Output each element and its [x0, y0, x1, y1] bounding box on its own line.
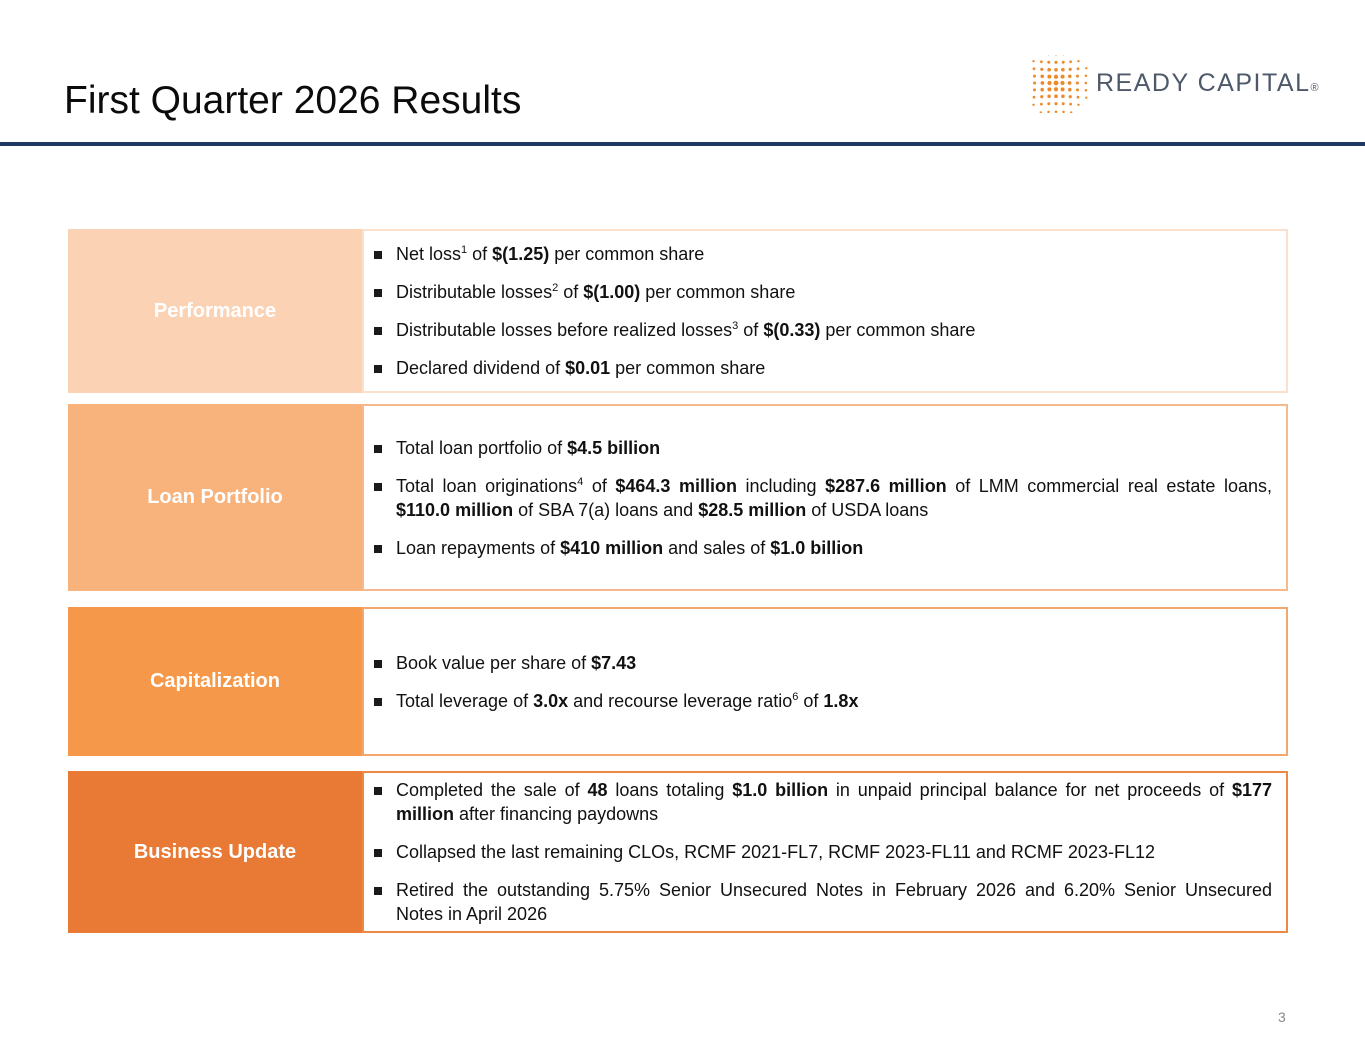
logo-dot	[1033, 81, 1036, 84]
logo-dot	[1041, 81, 1045, 85]
bullet-text: in unpaid principal balance for net proceeds of	[828, 780, 1232, 800]
bullet-item	[369, 536, 1272, 560]
bullet-text: of	[738, 320, 764, 340]
logo-dot	[1047, 61, 1050, 64]
bold-figure: $1.0 billion	[732, 780, 829, 800]
logo-dot	[1054, 75, 1058, 79]
business-update-content	[362, 771, 1288, 933]
loan-portfolio-content	[362, 404, 1288, 591]
bold-figure: $1.0 billion	[770, 537, 864, 558]
logo-dot	[1040, 111, 1042, 113]
bullet-text: per common share	[820, 320, 976, 340]
footnote-marker: 6	[792, 690, 799, 703]
business-update-bullet-list	[369, 778, 1272, 926]
logo-dot	[1062, 111, 1065, 113]
business-update-section	[68, 771, 1288, 933]
logo-dot	[1061, 87, 1065, 91]
bold-figure: $287.6 million	[825, 475, 947, 496]
logo-dot	[1069, 60, 1072, 63]
bullet-text: of	[558, 282, 584, 302]
loan-portfolio-label: Loan Portfolio	[68, 404, 362, 591]
performance-content	[362, 229, 1288, 393]
business-update-label: Business Update	[68, 771, 362, 933]
bullet-text: loans totaling	[607, 780, 733, 800]
logo-dot	[1076, 75, 1079, 78]
logo-dot	[1032, 104, 1034, 106]
bullet-item	[369, 242, 1272, 266]
bullet-text: and sales of	[663, 537, 771, 558]
logo-dot	[1047, 111, 1050, 113]
bullet-text: per common share	[549, 244, 705, 264]
logo-dot	[1077, 104, 1079, 106]
bold-figure: $(1.00)	[583, 282, 641, 302]
logo-dot	[1054, 94, 1058, 98]
logo-dot	[1047, 95, 1051, 99]
logo-dot	[1032, 60, 1034, 62]
footnote-marker: 4	[577, 475, 584, 488]
logo-dot	[1069, 95, 1072, 98]
bullet-item	[369, 280, 1272, 304]
bullet-text: Distributable losses	[396, 282, 553, 302]
bold-figure: 3.0x	[533, 690, 569, 711]
bullet-text: Distributable losses before realized losses	[396, 320, 733, 340]
bullet-text: after financing paydowns	[454, 804, 659, 824]
bullet-text: of	[798, 690, 824, 711]
logo-dot	[1033, 88, 1036, 91]
bold-figure: 48	[587, 780, 608, 800]
logo-dot	[1047, 68, 1051, 72]
logo-dot	[1040, 103, 1043, 106]
bullet-text: Net loss	[396, 244, 462, 264]
logo-dot	[1062, 61, 1065, 64]
footnote-marker: 1	[461, 244, 468, 256]
logo-dot	[1077, 96, 1080, 99]
logo-dot	[1033, 96, 1036, 99]
logo-dot	[1068, 81, 1072, 85]
performance-bullet-list	[369, 242, 1272, 380]
bold-figure: $7.43	[591, 652, 637, 673]
bold-figure: $(0.33)	[763, 320, 821, 340]
bullet-item	[369, 318, 1272, 342]
bullet-text: and recourse leverage ratio	[568, 690, 793, 711]
bullet-text: of	[467, 244, 493, 264]
logo-dot	[1068, 75, 1072, 79]
title-rule	[0, 142, 1365, 146]
bold-figure: $28.5 million	[698, 499, 807, 520]
bullet-item	[369, 878, 1272, 926]
logo-brand-name: READY CAPITAL	[1096, 69, 1311, 97]
bullet-text: Book value per share of	[396, 652, 592, 673]
capitalization-label: Capitalization	[68, 607, 362, 756]
logo-dot	[1040, 60, 1043, 63]
logo-dot	[1047, 102, 1050, 105]
logo-dot	[1070, 111, 1072, 113]
logo-dot	[1033, 67, 1036, 70]
logo-dot	[1040, 68, 1043, 71]
bold-figure: $(1.25)	[492, 244, 550, 264]
ready-capital-logo	[1028, 55, 1328, 113]
footnote-marker: 2	[552, 282, 559, 294]
bullet-item	[369, 689, 1272, 713]
logo-dot	[1085, 75, 1088, 78]
loan-portfolio-section	[68, 404, 1288, 591]
logo-registered-mark: ®	[1310, 82, 1319, 94]
logo-dot	[1068, 88, 1072, 92]
logo-dot	[1054, 87, 1058, 91]
logo-dot	[1076, 88, 1079, 91]
bullet-item	[369, 778, 1272, 826]
logo-dot	[1047, 75, 1051, 79]
logo-dot	[1054, 61, 1057, 64]
bullet-text: Declared dividend of	[396, 358, 566, 378]
bullet-item	[369, 651, 1272, 675]
bullet-item	[369, 356, 1272, 380]
logo-dot	[1076, 81, 1079, 84]
bullet-text: of	[583, 475, 616, 496]
capitalization-bullet-list	[369, 651, 1272, 713]
logo-dot	[1054, 102, 1057, 105]
bullet-text: of LMM commercial real estate loans,	[946, 475, 1272, 496]
capitalization-content	[362, 607, 1288, 756]
bullet-text: of SBA 7(a) loans and	[513, 499, 699, 520]
bullet-text: per common share	[640, 282, 796, 302]
bullet-text: Completed the sale of	[396, 780, 588, 800]
bullet-text: including	[736, 475, 826, 496]
logo-dot	[1085, 89, 1088, 92]
loan-portfolio-bullet-list	[369, 436, 1272, 560]
bold-figure: $110.0 million	[396, 499, 514, 520]
bullet-item	[369, 474, 1272, 522]
bullet-text: per common share	[610, 358, 766, 378]
logo-dot	[1062, 102, 1065, 105]
logo-dot	[1040, 88, 1044, 92]
capitalization-section	[68, 607, 1288, 756]
bullet-text: Total loan portfolio of	[396, 437, 568, 458]
logo-dot	[1047, 81, 1051, 85]
bold-figure: 1.8x	[823, 690, 859, 711]
logo-dot	[1085, 97, 1087, 99]
bold-figure: $177 million	[396, 780, 1273, 824]
logo-dot	[1061, 75, 1065, 79]
logo-dot	[1040, 95, 1043, 98]
bullet-text: Loan repayments of	[396, 537, 561, 558]
logo-wordmark	[1096, 69, 1319, 98]
logo-dot	[1069, 103, 1072, 106]
bullet-text: Total leverage of	[396, 690, 534, 711]
logo-dot	[1077, 60, 1079, 62]
logo-dot	[1085, 82, 1088, 85]
logo-dot	[1077, 67, 1080, 70]
logo-dot	[1054, 68, 1058, 72]
bullet-text: Total loan originations	[396, 475, 578, 496]
bullet-text: Collapsed the last remaining CLOs, RCMF 2021-FL7, RCMF 2023-FL11 and RCMF 2023-FL12	[396, 842, 1155, 862]
logo-dot	[1069, 68, 1072, 71]
bullet-text: Retired the outstanding 5.75% Senior Unsecured Notes in February 2026 and 6.20% Senior Unsecured Notes in April 2026	[396, 880, 1272, 924]
page-number: 3	[1278, 1009, 1286, 1025]
performance-section	[68, 229, 1288, 393]
logo-dot	[1040, 75, 1044, 79]
logo-dot	[1061, 95, 1065, 99]
logo-dot	[1054, 81, 1059, 86]
logo-dot	[1061, 68, 1065, 72]
footnote-marker: 3	[732, 320, 739, 332]
bold-figure: $410 million	[560, 537, 664, 558]
logo-dot	[1060, 81, 1064, 85]
bold-figure: $0.01	[565, 358, 611, 378]
logo-dot	[1055, 111, 1058, 113]
logo-dot	[1033, 75, 1036, 78]
logo-dot	[1085, 67, 1087, 69]
performance-label: Performance	[68, 229, 362, 393]
bullet-text: of USDA loans	[806, 499, 929, 520]
page-title: First Quarter 2026 Results	[64, 79, 522, 122]
bullet-item	[369, 436, 1272, 460]
bold-figure: $4.5 billion	[567, 437, 661, 458]
bullet-item	[369, 840, 1272, 864]
logo-dot	[1047, 87, 1051, 91]
bold-figure: $464.3 million	[615, 475, 737, 496]
logo-dot-mark-icon	[1028, 55, 1088, 113]
